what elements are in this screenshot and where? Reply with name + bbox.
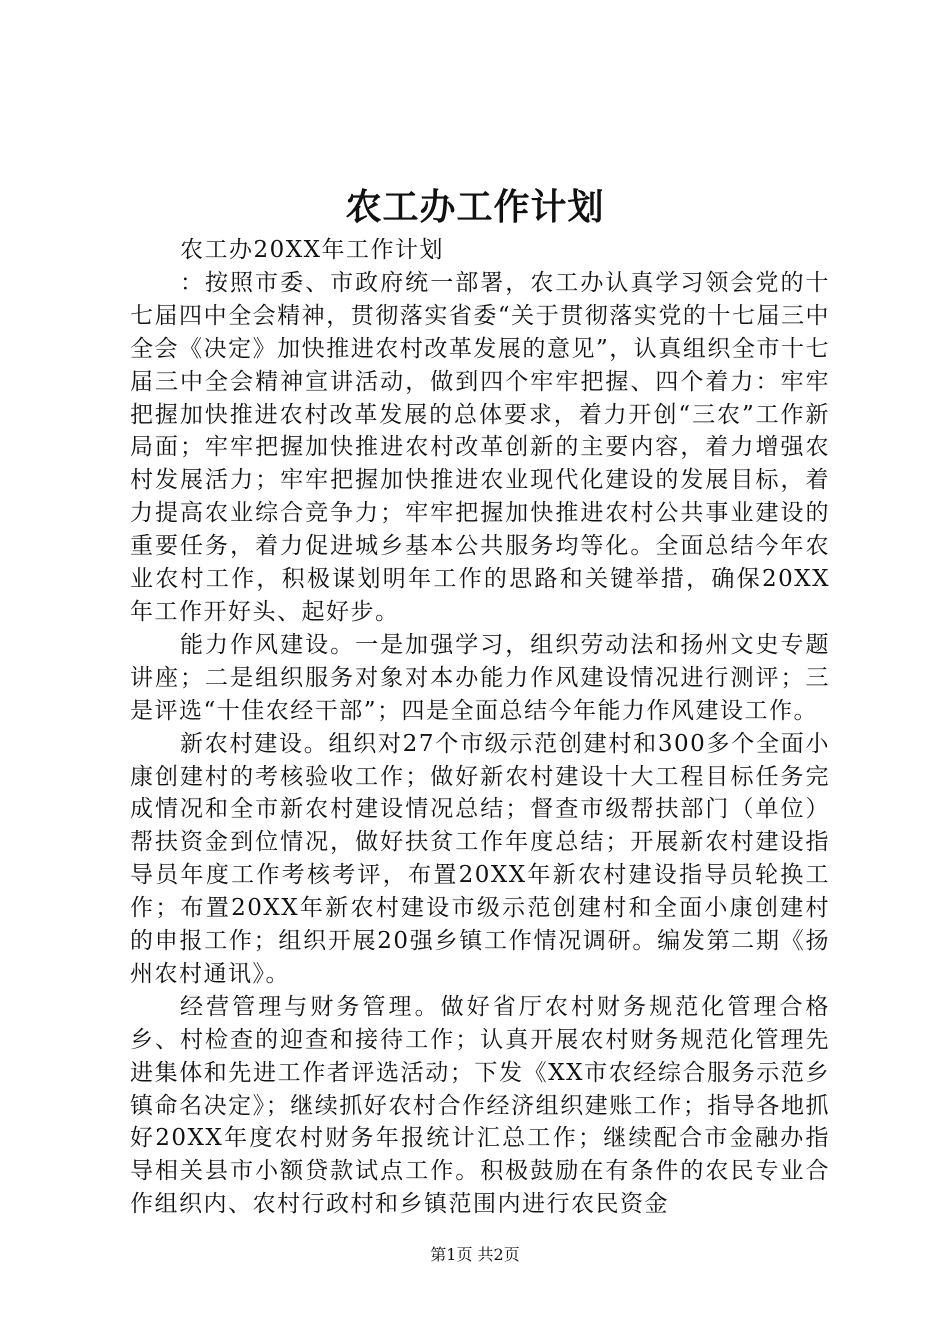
document-body (130, 234, 830, 1221)
page-footer: 第1页 共2页 (430, 1245, 520, 1264)
paragraph-new-village: 新农村建设。组织对27个市级示范创建村和300多个全面小康创建村的考核验收工作；做好新农村建设十大工程目标任务完成情况和全市新农村建设情况总结；督查市级帮扶部门（单位）帮扶资金到位情况，做好扶贫工作年度总结；开展新农村建设指导员年度工作考核考评，布置20XX年新农村建设指导员轮换工作；布置20XX年新农村建设市级示范创建村和全面小康创建村的申报工作；组织开展20强乡镇工作情况调研。编发第二期《扬州农村通讯》。 (130, 730, 830, 987)
paragraph-capability: 能力作风建设。一是加强学习，组织劳动法和扬州文史专题讲座；二是组织服务对象对本办能力作风建设情况进行测评；三是评选“十佳农经干部”；四是全面总结今年能力作风建设工作。 (130, 631, 830, 724)
document-title: 农工办工作计划 (345, 186, 605, 228)
paragraph-intro: ：按照市委、市政府统一部署，农工办认真学习领会党的十七届四中全会精神，贯彻落实省委“关于贯彻落实党的十七届三中全会《决定》加快推进农村改革发展的意见”，认真组织全市十七届三中全会精神宣讲活动，做到四个牢牢把握、四个着力：牢牢把握加快推进农村改革发展的总体要求，着力开创“三农”工作新局面；牢牢把握加快推进农村改革创新的主要内容，着力增强农村发展活力；牢牢把握加快推进农业现代化建设的发展目标，着力提高农业综合竞争力；牢牢把握加快推进农村公共事业建设的重要任务，着力促进城乡基本公共服务均等化。全面总结今年农业农村工作，积极谋划明年工作的思路和关键举措，确保20XX年工作开好头、起好步。 (130, 269, 830, 625)
paragraph-subtitle: 农工办20XX年工作计划 (180, 237, 445, 263)
paragraph-finance: 经营管理与财务管理。做好省厅农村财务规范化管理合格乡、村检查的迎查和接待工作；认真开展农村财务规范化管理先进集体和先进工作者评选活动；下发《XX市农经综合服务示范乡镇命名决定》；继续抓好农村合作经济组织建账工作；指导各地抓好20XX年度农村财务年报统计汇总工作；继续配合市金融办指导相关县市小额贷款试点工作。积极鼓励在有条件的农民专业合作组织内、农村行政村和乡镇范围内进行农民资金 (130, 993, 830, 1218)
